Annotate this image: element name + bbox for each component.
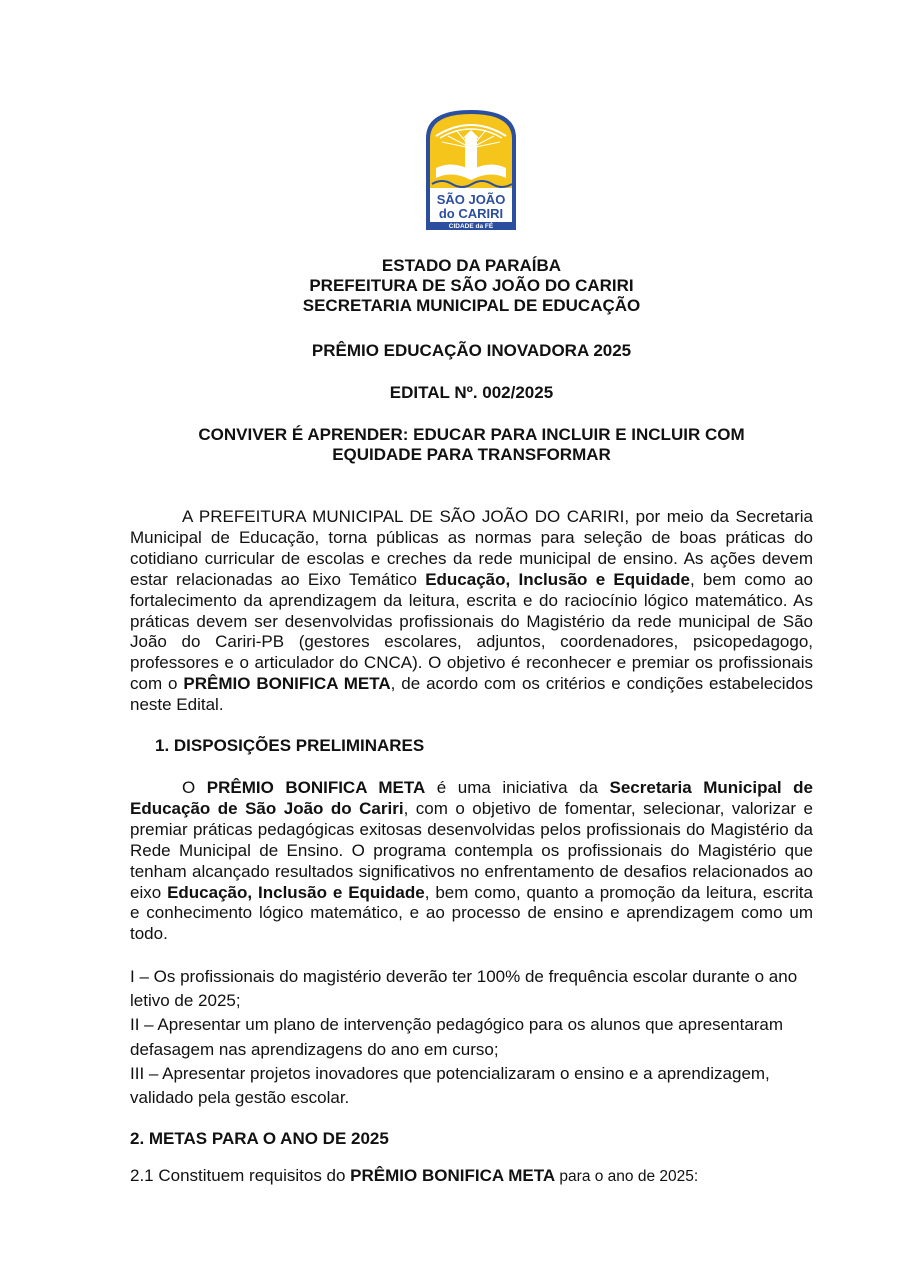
s1-text-1: O	[182, 778, 207, 797]
s21-bold: PRÊMIO BONIFICA META	[350, 1166, 556, 1185]
edital-number: EDITAL Nº. 002/2025	[389, 383, 554, 402]
municipality-crest-logo	[422, 108, 520, 236]
intro-paragraph	[130, 507, 813, 716]
list-item: I – Os profissionais do magistério deverão ter 100% de frequência escolar durante o ano letivo de 2025;	[130, 967, 798, 1011]
s1-bold-3: Educação, Inclusão e Equidade	[167, 882, 425, 902]
intro-bold-award: PRÊMIO BONIFICA META	[183, 674, 391, 694]
list-item: III – Apresentar projetos inovadores que potencializaram o ensino e a aprendizagem, validado pela gestão escolar.	[130, 1063, 770, 1108]
logo-text-line2: do CARIRI	[438, 206, 504, 221]
theme-title	[130, 425, 813, 465]
section-2-1-line	[130, 1166, 698, 1186]
section-2-title: 2. METAS PARA O ANO DE 2025	[130, 1129, 389, 1148]
intro-bold-axis: Educação, Inclusão e Equidade	[425, 569, 690, 589]
theme-line-2: EQUIDADE PARA TRANSFORMAR	[332, 445, 611, 464]
intro-text-1: A PREFEITURA MUNICIPAL DE SÃO JOÃO DO CARIRI, por meio da Secretaria Municipal de Educação, torna públicas as normas para seleção de boas práticas do cotidiano curricular de escolas e creches da rede municipal de ensino. As ações devem estar relacionadas ao Eixo Temático	[130, 507, 813, 589]
s1-text-2: é uma iniciativa da	[425, 778, 610, 797]
section-1-title: 1. DISPOSIÇÕES PRELIMINARES	[155, 736, 425, 755]
prefecture-line: PREFEITURA DE SÃO JOÃO DO CARIRI	[309, 276, 634, 295]
list-item: II – Apresentar um plano de intervenção pedagógico para os alunos que apresentaram defasagem nas aprendizagens do ano em curso;	[130, 1015, 784, 1059]
s1-bold-1: PRÊMIO BONIFICA META	[206, 778, 426, 797]
intro-text-3: , de acordo com os critérios e condições estabelecidos neste Edital.	[130, 674, 813, 715]
s21-suffix: para o ano de 2025:	[555, 1168, 699, 1185]
theme-line-1: CONVIVER É APRENDER: EDUCAR PARA INCLUIR E INCLUIR COM	[198, 425, 745, 444]
s1-text-3: , com o objetivo de fomentar, selecionar, valorizar e premiar práticas pedagógicas exitosas desenvolvidas pelos profissionais do Magistério da Rede Municipal de Ensino. O programa contempla os profissionais do Magistério que tenham alcançado resultados significativos no enfrentamento de desafios relacionados ao eixo	[130, 798, 813, 902]
logo-motto: CIDADE da FÉ	[448, 223, 494, 230]
section-1-paragraph	[130, 778, 813, 945]
intro-text-2: , bem como ao fortalecimento da aprendizagem da leitura, escrita e do raciocínio lógico matemático. As práticas devem ser desenvolvidas profissionais do Magistério da rede municipal de São João do Cariri-PB (gestores escolares, adjuntos, coordenadores, psicopedagogo, professores e o articulador do CNCA). O objetivo é reconhecer e premiar os profissionais com o	[130, 569, 813, 694]
award-title: PRÊMIO EDUCAÇÃO INOVADORA 2025	[311, 341, 632, 360]
state-line: ESTADO DA PARAÍBA	[381, 256, 562, 275]
institution-header	[130, 256, 813, 316]
s1-text-4: , bem como, quanto a promoção da leitura, escrita e conhecimento lógico matemático, e ao processo de ensino e aprendizagem como um todo.	[130, 882, 813, 944]
logo-text-line1: SÃO JOÃO	[436, 192, 506, 207]
secretariat-line: SECRETARIA MUNICIPAL DE EDUCAÇÃO	[302, 296, 641, 315]
requirements-list	[130, 965, 820, 1110]
s21-prefix: 2.1 Constituem requisitos do	[130, 1166, 351, 1185]
s1-bold-2: Secretaria Municipal de Educação de São João do Cariri	[130, 778, 813, 818]
